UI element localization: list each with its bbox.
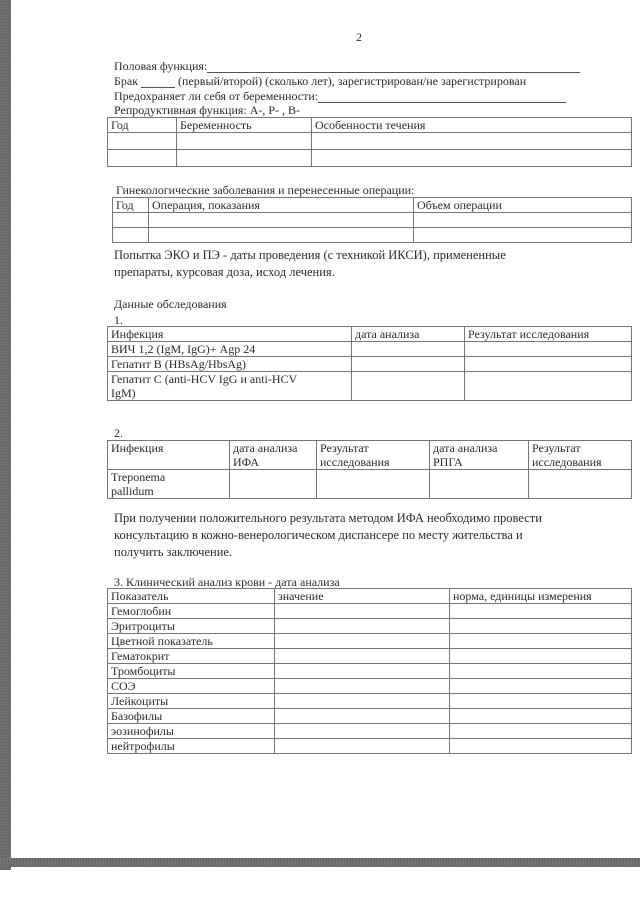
section2-col-date-rpga-line-1: дата анализа (433, 441, 498, 455)
blood-test-title: 3. Клинический анализ крови - дата анализа (114, 575, 340, 589)
blood-row-hematocrit: Гематокрит (108, 649, 275, 664)
section1-cell (352, 357, 465, 372)
blood-cell (450, 604, 632, 619)
section1-cell (465, 357, 632, 372)
gyn-cell (414, 213, 632, 228)
section1-row-hepatitis-c (108, 372, 352, 401)
positive-note-line-3: получить заключение. (114, 545, 233, 559)
pregnancy-col-features: Особенности течения (312, 118, 632, 133)
section2-col-result-2-line-1: Результат (532, 441, 581, 455)
ivf-text-line-2: препараты, курсовая доза, исход лечения. (114, 265, 335, 279)
blood-row-erythrocytes: Эритроциты (108, 619, 275, 634)
blood-cell (275, 664, 450, 679)
blood-row-platelets: Тромбоциты (108, 664, 275, 679)
section2-row-treponema-line-1: Treponema (111, 470, 166, 484)
exam-title: Данные обследования (114, 297, 227, 311)
blood-col-value: значение (275, 589, 450, 604)
section2-col-result-2-line-2: исследования (532, 455, 602, 469)
section2-col-date-ifa (230, 441, 317, 470)
section2-col-date-rpga-line-2: РПГА (433, 455, 463, 469)
section2-col-result-2 (529, 441, 632, 470)
pregnancy-cell (108, 133, 177, 150)
blood-row-neutrophils: нейтрофилы (108, 739, 275, 754)
section1-cell (465, 372, 632, 401)
gyn-col-year: Год (113, 198, 149, 213)
section2-col-infection: Инфекция (108, 441, 230, 470)
gyn-cell (113, 213, 149, 228)
page-number: 2 (356, 30, 362, 44)
section2-cell (529, 470, 632, 499)
gyn-cell (414, 228, 632, 243)
marriage-blank (141, 87, 175, 88)
sexual-function-line (114, 59, 580, 73)
positive-note-line-1: При получении положительного результата методом ИФА необходимо провести (114, 511, 542, 525)
scan-edge-left (0, 0, 11, 870)
gyn-col-operation: Операция, показания (149, 198, 414, 213)
blood-row-color-index: Цветной показатель (108, 634, 275, 649)
section1-col-infection: Инфекция (108, 327, 352, 342)
section1-number: 1. (114, 313, 123, 327)
section1-row-hepatitis-c-line-1: Гепатит С (anti-HCV IgG и anti-HCV (111, 372, 298, 386)
scan-edge-bottom (0, 858, 640, 867)
blood-col-norm: норма, единицы измерения (450, 589, 632, 604)
section2-col-date-ifa-line-1: дата анализа (233, 441, 298, 455)
section1-row-hepatitis-b: Гепатит В (HBsAg/HbsAg) (108, 357, 352, 372)
pregnancy-col-pregnancy: Беременность (177, 118, 312, 133)
blood-cell (275, 679, 450, 694)
section2-number: 2. (114, 426, 123, 440)
section2-row-treponema (108, 470, 230, 499)
marriage-text: (первый/второй) (сколько лет), зарегистрирован/не зарегистрирован (178, 74, 527, 88)
pregnancy-col-year: Год (108, 118, 177, 133)
contraception-label: Предохраняет ли себя от беременности: (114, 89, 319, 103)
blood-row-basophils: Базофилы (108, 709, 275, 724)
blood-cell (450, 694, 632, 709)
pregnancy-table (107, 117, 632, 167)
section2-row-treponema-line-2: pallidum (111, 484, 154, 498)
pregnancy-cell (177, 150, 312, 167)
blood-row-eosinophils: эозинофилы (108, 724, 275, 739)
infection-table-1 (107, 326, 632, 401)
gyn-cell (113, 228, 149, 243)
blood-row-esr: СОЭ (108, 679, 275, 694)
section2-col-date-rpga (430, 441, 529, 470)
blood-cell (275, 619, 450, 634)
sexual-function-label: Половая функция: (114, 59, 208, 73)
marriage-prefix: Брак (114, 74, 139, 88)
infection-table-2 (107, 440, 632, 499)
blood-cell (450, 679, 632, 694)
reproductive-function: Репродуктивная функция: А-, Р- , В- (114, 103, 301, 117)
blood-cell (275, 724, 450, 739)
gyn-cell (149, 213, 414, 228)
section1-col-result: Результат исследования (465, 327, 632, 342)
blood-cell (275, 739, 450, 754)
pregnancy-cell (177, 133, 312, 150)
blood-cell (275, 694, 450, 709)
section2-cell (230, 470, 317, 499)
blood-row-leukocytes: Лейкоциты (108, 694, 275, 709)
ivf-text-line-1: Попытка ЭКО и ПЭ - даты проведения (с техникой ИКСИ), примененные (114, 248, 506, 262)
gyn-cell (149, 228, 414, 243)
section1-row-hepatitis-c-line-2: IgM) (111, 386, 136, 400)
blood-cell (275, 649, 450, 664)
section2-col-result-1-line-1: Результат (320, 441, 369, 455)
blood-col-indicator: Показатель (108, 589, 275, 604)
section2-cell (317, 470, 430, 499)
section2-col-result-1 (317, 441, 430, 470)
section1-cell (465, 342, 632, 357)
blood-cell (450, 664, 632, 679)
gyn-table (112, 197, 632, 243)
blood-cell (275, 604, 450, 619)
blood-cell (450, 709, 632, 724)
section1-col-date: дата анализа (352, 327, 465, 342)
blood-row-hemoglobin: Гемоглобин (108, 604, 275, 619)
gyn-col-volume: Объем операции (414, 198, 632, 213)
blood-cell (450, 649, 632, 664)
contraception-blank (318, 102, 566, 103)
blood-cell (450, 724, 632, 739)
contraception-line (114, 89, 566, 103)
pregnancy-cell (312, 150, 632, 167)
blood-cell (450, 619, 632, 634)
section1-cell (352, 342, 465, 357)
pregnancy-cell (312, 133, 632, 150)
marriage-line (114, 74, 526, 88)
sexual-function-blank (207, 72, 580, 73)
section2-col-result-1-line-2: исследования (320, 455, 390, 469)
section2-cell (430, 470, 529, 499)
blood-cell (450, 634, 632, 649)
blood-cell (275, 709, 450, 724)
positive-note-line-2: консультацию в кожно-венерологическом диспансере по месту жительства и (114, 528, 523, 542)
blood-cell (275, 634, 450, 649)
section2-col-date-ifa-line-2: ИФА (233, 455, 260, 469)
blood-cell (450, 739, 632, 754)
gyn-title: Гинекологические заболевания и перенесенные операции: (116, 183, 415, 197)
blood-test-table (107, 588, 632, 754)
section1-cell (352, 372, 465, 401)
section1-row-hiv: ВИЧ 1,2 (IgM, IgG)+ Agp 24 (108, 342, 352, 357)
pregnancy-cell (108, 150, 177, 167)
